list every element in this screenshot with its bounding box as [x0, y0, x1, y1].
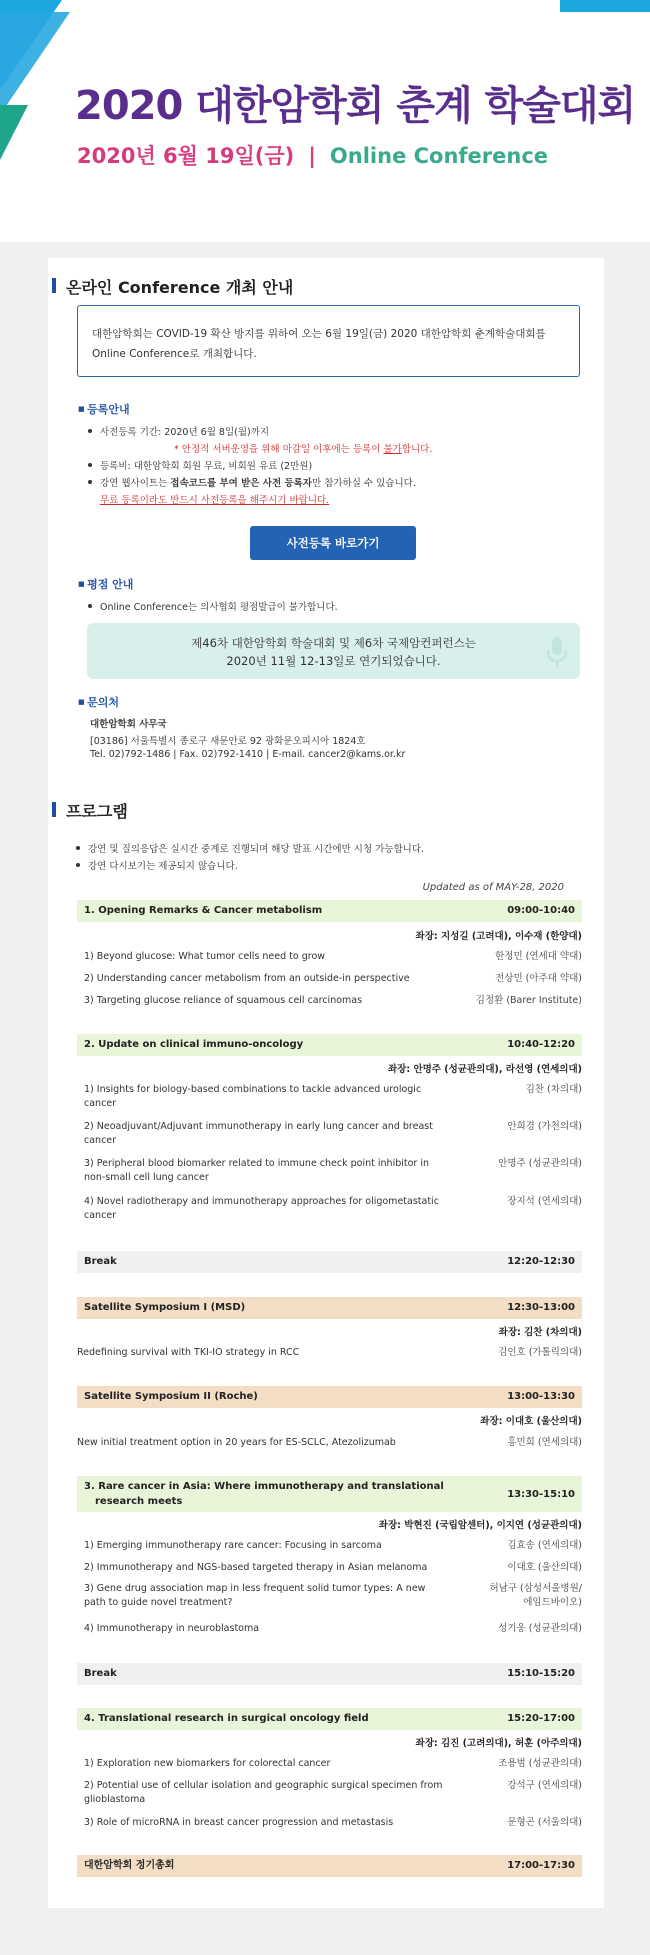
talk-title: 4) Novel radiotherapy and immunotherapy approaches for oligometastatic cancer — [84, 1196, 439, 1221]
session-2-chair: 좌장: 안명주 (성균관의대), 라선영 (연세의대) — [387, 1064, 582, 1075]
talk-title: 2) Potential use of cellular isolation and geographic surgical specimen from glioblastoma — [84, 1780, 443, 1805]
microphone-icon — [544, 635, 570, 671]
session-4-header — [77, 1708, 582, 1730]
postpone-line-2: 2020년 11월 12-13일로 연기되었습니다. — [226, 654, 441, 668]
contact-phone: Tel. 02)792-1486 | Fax. 02)792-1410 | E-mail. cancer2@kams.or.kr — [90, 749, 406, 760]
notice-heading: 온라인 Conference 개최 안내 — [52, 275, 293, 298]
session-title-line-1: 3. Rare cancer in Asia: Where immunotherapy and translational — [84, 1481, 444, 1492]
break-1 — [77, 1251, 582, 1273]
talk-speaker: 김찬 (차의대) — [525, 1084, 582, 1095]
contact-org: 대한암학회 사무국 — [90, 719, 167, 730]
talk-title: New initial treatment option in 20 years for ES-SCLC, Atezolizumab — [77, 1437, 396, 1448]
page-title: 2020 대한암학회 춘계 학술대회 — [75, 83, 636, 129]
credit-text: Online Conference는 의사협회 평점발급이 불가합니다. — [88, 599, 338, 613]
talk-title: 1) Beyond glucose: What tumor cells need to grow — [84, 951, 326, 962]
talk-title: 3) Gene drug association map in less frequent solid tumor types: A new path to guide novel treatment? — [84, 1583, 426, 1608]
talk-title: 3) Targeting glucose reliance of squamous cell carcinomas — [84, 995, 363, 1006]
talk-speaker: 강석구 (연세의대) — [507, 1780, 582, 1791]
session-title: Satellite Symposium I (MSD) — [84, 1302, 246, 1313]
talk-title: 1) Emerging immunotherapy rare cancer: Focusing in sarcoma — [84, 1540, 382, 1551]
session-3-chair: 좌장: 박현진 (국립암센터), 이지연 (성균관의대) — [378, 1520, 582, 1531]
page-header — [0, 0, 650, 242]
break-title: Break — [84, 1256, 117, 1267]
credit-heading: ■ 평점 안내 — [78, 576, 133, 592]
satellite-1-header — [77, 1297, 582, 1319]
talk-title: 2) Neoadjuvant/Adjuvant immunotherapy in early lung cancer and breast cancer — [84, 1121, 433, 1146]
talk-speaker: 김정환 (Barer Institute) — [475, 995, 582, 1006]
talk-speaker: 김인호 (가톨릭의대) — [498, 1347, 582, 1358]
talk-speaker: 성기웅 (성균관의대) — [498, 1623, 582, 1634]
program-note-1: 강연 및 질의응답은 실시간 중계로 진행되며 해당 발표 시간에만 시청 가능합니다. — [76, 841, 424, 855]
session-2-header — [77, 1034, 582, 1056]
talk-speaker: 조용범 (성균관의대) — [498, 1758, 582, 1769]
program-note-2: 강연 다시보기는 제공되지 않습니다. — [76, 858, 238, 872]
talk-speaker: 전상민 (아주대 약대) — [495, 973, 582, 984]
notice-box: 대한암학회는 COVID-19 확산 방지를 위하여 오는 6월 19일(금) 2020 대한암학회 춘계학술대회를 Online Conference로 개최합니다. — [77, 305, 580, 377]
talk-speaker: 문형곤 (서울의대) — [507, 1817, 582, 1828]
pre-register-button[interactable]: 사전등록 바로가기 — [250, 526, 416, 560]
session-title: 4. Translational research in surgical oncology field — [84, 1713, 369, 1724]
session-time: 10:40-12:20 — [507, 1039, 575, 1050]
registration-period: 사전등록 기간: 2020년 6월 8일(월)까지 — [88, 424, 269, 438]
session-time: 13:30-15:10 — [507, 1489, 575, 1500]
satellite-2-chair: 좌장: 이대호 (울산의대) — [480, 1416, 582, 1427]
talk-title: 2) Understanding cancer metabolism from an outside-in perspective — [84, 973, 410, 984]
registration-fee: 등록비: 대한암학회 회원 무료, 비회원 유료 (2만원) — [88, 458, 312, 472]
contact-heading: ■ 문의처 — [78, 694, 119, 710]
online-label: Online Conference — [329, 144, 549, 168]
registration-access: 강연 웹사이트는 접속코드를 부여 받은 사전 등록자만 참가하실 수 있습니다. — [88, 475, 416, 489]
talk-speaker: 안희경 (가천의대) — [507, 1121, 582, 1132]
registration-heading: ■ 등록안내 — [78, 401, 130, 417]
session-1-header — [77, 900, 582, 922]
break-time: 12:20-12:30 — [507, 1256, 575, 1267]
session-time: 15:20-17:00 — [507, 1713, 575, 1724]
talk-title: 3) Role of microRNA in breast cancer progression and metastasis — [84, 1817, 394, 1828]
talk-title: Redefining survival with TKI-IO strategy in RCC — [77, 1347, 300, 1358]
talk-speaker: 장지석 (연세의대) — [507, 1196, 582, 1207]
session-time: 09:00-10:40 — [507, 905, 575, 916]
break-2 — [77, 1663, 582, 1685]
talk-speaker: 김효송 (연세의대) — [507, 1540, 582, 1551]
talk-title: 2) Immunotherapy and NGS-based targeted therapy in Asian melanoma — [84, 1562, 428, 1573]
session-3-header — [77, 1476, 582, 1512]
session-title: 2. Update on clinical immuno-oncology — [84, 1039, 304, 1050]
updated-date: Updated as of MAY-28, 2020 — [422, 882, 564, 893]
registration-access-note: 무료 등록이라도 반드시 사전등록을 해주시기 바랍니다. — [100, 495, 330, 506]
postpone-line-1: 제46차 대한암학회 학술대회 및 제6차 국제암컨퍼런스는 — [191, 636, 476, 650]
satellite-2-header — [77, 1386, 582, 1408]
satellite-1-chair: 좌장: 김찬 (차의대) — [498, 1327, 582, 1338]
talk-speaker: 안명주 (성균관의대) — [498, 1158, 582, 1169]
contact-address: [03186] 서울특별시 종로구 새문안로 92 광화문오피시아 1824호 — [90, 736, 366, 747]
talk-title: 4) Immunotherapy in neuroblastoma — [84, 1623, 260, 1634]
talk-title: 3) Peripheral blood biomarker related to immune check point inhibitor in non-small cell lung cancer — [84, 1158, 430, 1183]
session-time: 13:00-13:30 — [507, 1391, 575, 1402]
postponement-notice — [87, 623, 580, 679]
session-title: Satellite Symposium II (Roche) — [84, 1391, 258, 1402]
general-meeting — [77, 1855, 582, 1877]
break-title: Break — [84, 1668, 117, 1679]
program-heading: 프로그램 — [52, 799, 128, 822]
talk-title: 1) Insights for biology-based combinations to tackle advanced urologic cancer — [84, 1084, 422, 1109]
talk-speaker: 이대호 (울산의대) — [507, 1562, 582, 1573]
session-time: 12:30-13:00 — [507, 1302, 575, 1313]
session-time: 17:00-17:30 — [507, 1860, 575, 1871]
event-date: 2020년 6월 19일(금) — [77, 144, 295, 168]
session-title: 대한암학회 정기총회 — [84, 1860, 175, 1871]
session-title: 1. Opening Remarks & Cancer metabolism — [84, 905, 323, 916]
session-4-chair: 좌장: 김진 (고려의대), 허훈 (아주의대) — [415, 1738, 582, 1749]
registration-deadline-note: * 안정적 서버운영을 위해 마감일 이후에는 등록이 불가합니다. — [174, 444, 433, 455]
talk-speaker: 한정민 (연세대 약대) — [495, 951, 582, 962]
talk-speaker: 허남구 (삼성서울병원/ 에임드바이오) — [489, 1583, 582, 1608]
talk-speaker: 홍민희 (연세의대) — [507, 1437, 582, 1448]
event-subtitle — [77, 140, 548, 170]
content-panel — [48, 258, 604, 1908]
session-1-chair: 좌장: 지성길 (고려대), 이수재 (한양대) — [415, 931, 582, 942]
break-time: 15:10-15:20 — [507, 1668, 575, 1679]
talk-title: 1) Exploration new biomarkers for colorectal cancer — [84, 1758, 331, 1769]
session-title-line-2: research meets — [95, 1496, 183, 1507]
subtitle-separator: | — [308, 144, 316, 168]
